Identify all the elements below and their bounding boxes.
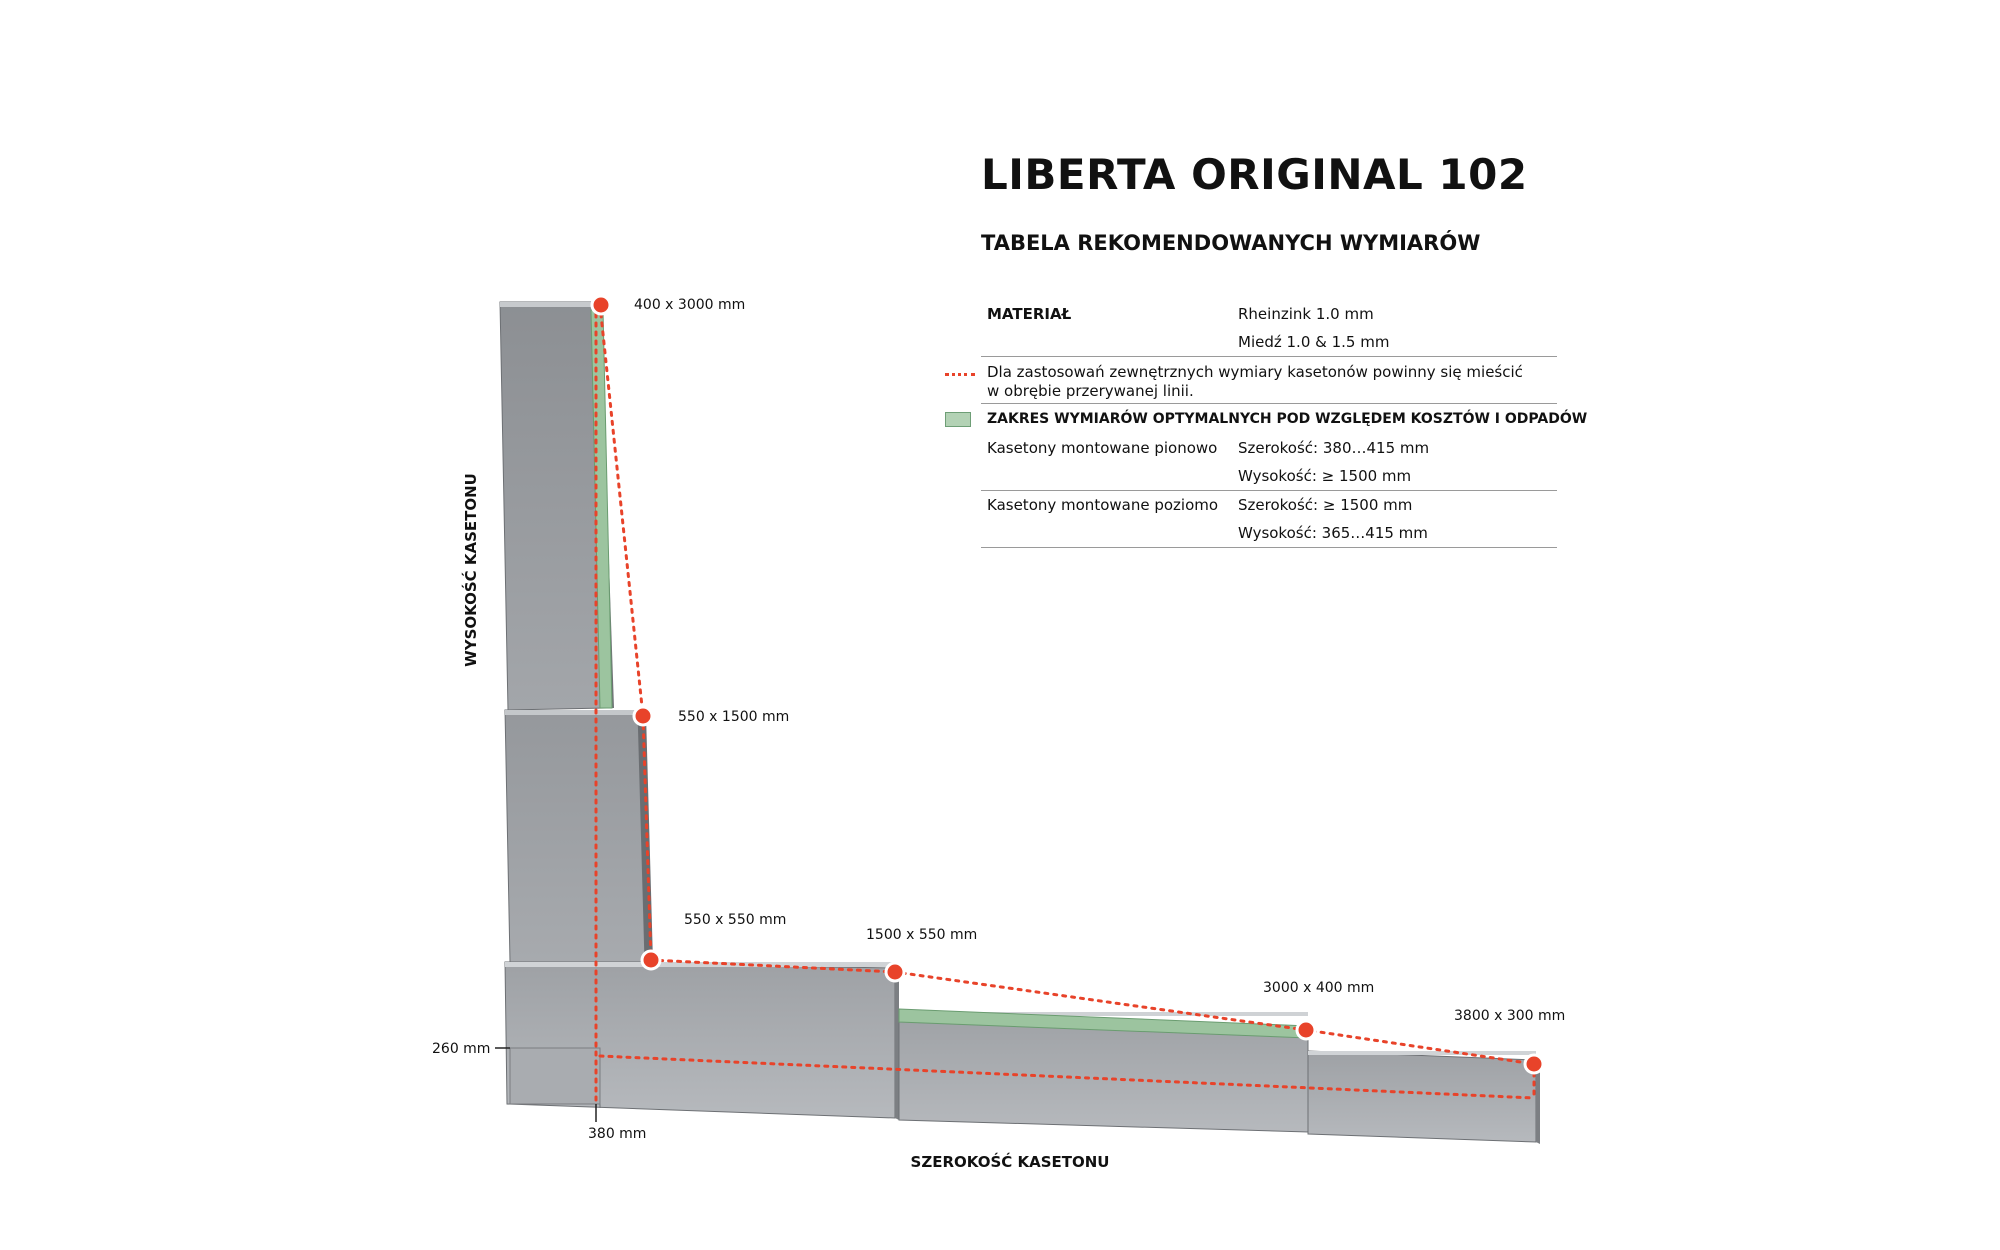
dotted-line-legend-icon (945, 373, 975, 376)
y-axis-label: WYSOKOŚĆ KASETONU (462, 473, 480, 667)
min-height-label: 260 mm (432, 1041, 491, 1057)
horizontal-width: Szerokość: ≥ 1500 mm (1238, 496, 1413, 514)
page-subtitle: TABELA REKOMENDOWANYCH WYMIARÓW (981, 231, 1481, 255)
x-axis-label: SZEROKOŚĆ KASETONU (910, 1153, 1110, 1171)
horizontal-height: Wysokość: 365…415 mm (1238, 524, 1428, 542)
horizontal-label: Kasetony montowane poziomo (987, 496, 1219, 514)
optimal-zone-label: ZAKRES WYMIARÓW OPTYMALNYCH POD WZGLĘDEM KOSZTÓW I ODPADÓW (987, 411, 1588, 427)
min-width-label: 380 mm (588, 1126, 647, 1142)
dimension-label-5: 3000 x 400 mm (1263, 980, 1375, 996)
material-value-copper: Miedź 1.0 & 1.5 mm (1238, 333, 1390, 351)
dimension-point-1 (592, 296, 610, 314)
vertical-height: Wysokość: ≥ 1500 mm (1238, 467, 1412, 485)
vertical-width: Szerokość: 380…415 mm (1238, 439, 1430, 457)
vertical-label: Kasetony montowane pionowo (987, 439, 1218, 457)
green-swatch-icon (945, 412, 971, 427)
panel-horizontal-right (1308, 1051, 1540, 1144)
horizontal-row-1 (981, 491, 1557, 519)
dimension-label-3: 550 x 550 mm (684, 912, 787, 928)
dimension-point-4 (886, 963, 904, 981)
material-row-2 (981, 328, 1557, 357)
material-label: MATERIAŁ (987, 305, 1072, 323)
vertical-row-2 (981, 462, 1557, 491)
dimension-point-5 (1297, 1021, 1315, 1039)
note-line-2: w obrębie przerywanej linii. (987, 382, 1194, 400)
material-row (981, 300, 1557, 328)
optimal-zone-legend (981, 404, 1588, 434)
vertical-row-1 (981, 434, 1557, 462)
dimension-label-2: 550 x 1500 mm (678, 709, 790, 725)
dimension-point-2 (634, 707, 652, 725)
dimension-point-3 (642, 951, 660, 969)
dimension-label-6: 3800 x 300 mm (1454, 1008, 1566, 1024)
panel-minimum (510, 1048, 600, 1104)
horizontal-row-2 (981, 519, 1557, 548)
dimension-point-6 (1525, 1055, 1543, 1073)
dimension-label-4: 1500 x 550 mm (866, 927, 978, 943)
page-title: LIBERTA ORIGINAL 102 (981, 150, 1528, 199)
recommended-dimensions-table (981, 300, 1588, 548)
note-line-1: Dla zastosowań zewnętrznych wymiary kasetonów powinny się mieścić (987, 363, 1523, 381)
dotted-line-note (981, 357, 1557, 404)
dimension-label-1: 400 x 3000 mm (634, 297, 746, 313)
panel-vertical-middle (505, 710, 653, 962)
material-value-zinc: Rheinzink 1.0 mm (1238, 305, 1374, 323)
